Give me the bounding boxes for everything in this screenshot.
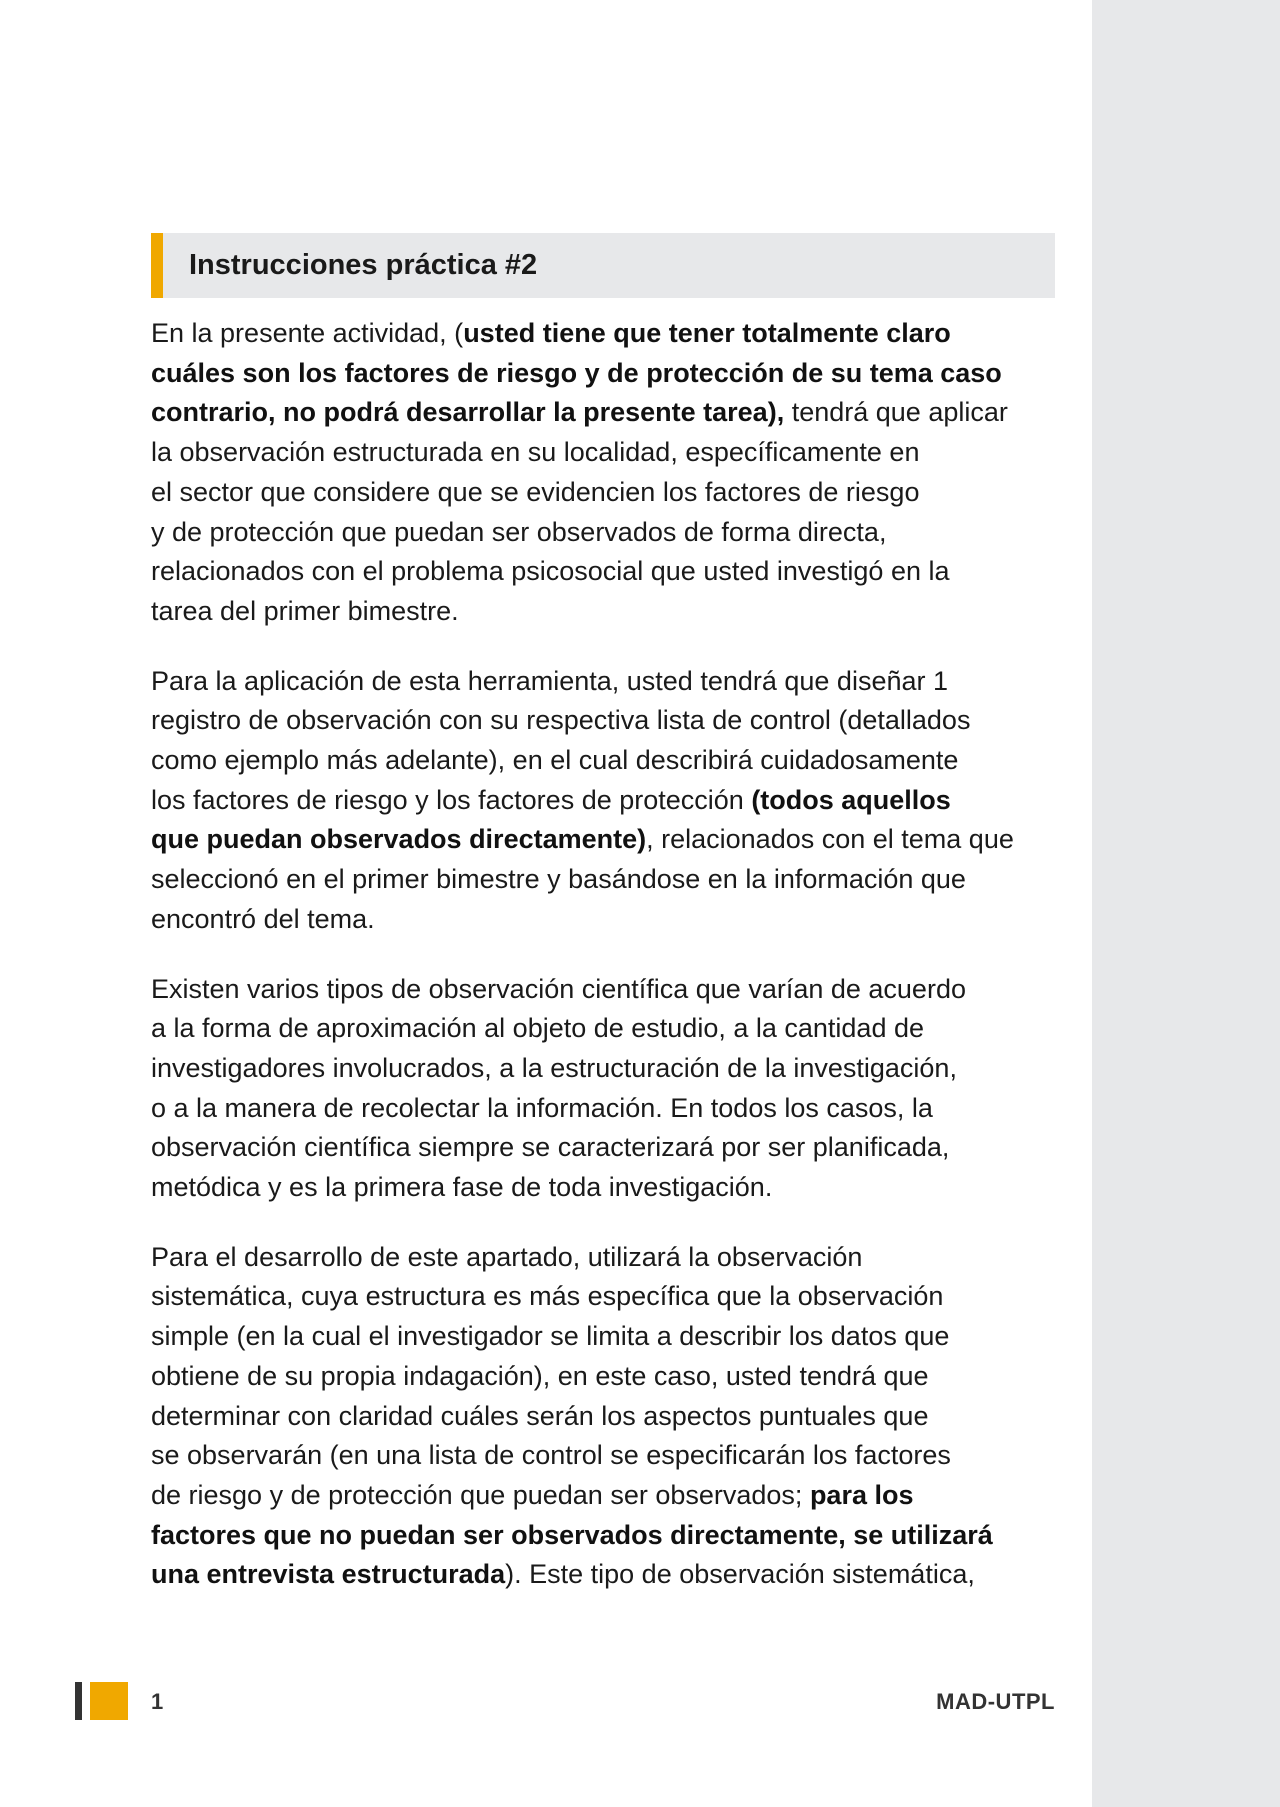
- text-line: [151, 1277, 1055, 1317]
- paragraph: [151, 1238, 1055, 1595]
- text-line: [151, 1009, 1055, 1049]
- text-line: [151, 1128, 1055, 1168]
- text-segment: En la presente actividad, (: [151, 318, 464, 348]
- bold-text: (todos aquellos: [751, 784, 951, 815]
- paragraph: [151, 970, 1055, 1208]
- text-segment: obtiene de su propia indagación), en este caso, usted tendrá que: [151, 1360, 929, 1391]
- text-line: [151, 1397, 1055, 1437]
- text-line: [151, 662, 1055, 702]
- section-heading: [151, 233, 1055, 298]
- text-segment: como ejemplo más adelante), en el cual describirá cuidadosamente: [151, 745, 959, 776]
- text-segment: encontró del tema.: [151, 903, 375, 934]
- page-number: 1: [151, 1689, 164, 1714]
- text-segment: el sector que considere que se evidencien los factores de riesgo: [151, 476, 920, 507]
- text-segment: relacionados con el problema psicosocial que usted investigó en la: [151, 556, 950, 587]
- text-line: [151, 473, 1055, 513]
- text-line: [151, 701, 1055, 741]
- footer-brand: MAD-UTPL: [936, 1689, 1055, 1714]
- text-segment: ). Este tipo de observación sistemática,: [505, 1559, 975, 1590]
- text-segment: observación científica siempre se caracterizará por ser planificada,: [151, 1132, 950, 1163]
- text-line: [151, 1089, 1055, 1129]
- bold-text: usted tiene que tener totalmente claro: [463, 318, 951, 348]
- text-line: [151, 552, 1055, 592]
- text-segment: simple (en la cual el investigador se limita a describir los datos que: [151, 1321, 950, 1352]
- bold-text: factores que no puedan ser observados directamente, se utilizará: [151, 1519, 993, 1550]
- text-segment: sistemática, cuya estructura es más específica que la observación: [151, 1281, 944, 1312]
- text-line: [151, 820, 1055, 860]
- text-segment: determinar con claridad cuáles serán los aspectos puntuales que: [151, 1400, 929, 1431]
- text-segment: seleccionó en el primer bimestre y basándose en la información que: [151, 864, 966, 895]
- text-segment: o a la manera de recolectar la información. En todos los casos, la: [151, 1092, 933, 1123]
- text-segment: la observación estructurada en su localidad, específicamente en: [151, 437, 920, 468]
- bold-text: contrario, no podrá desarrollar la presente tarea),: [151, 397, 785, 428]
- text-line: [151, 1049, 1055, 1089]
- text-line: [151, 1476, 1055, 1516]
- paragraph: [151, 662, 1055, 940]
- text-line: [151, 314, 1055, 354]
- bold-text: para los: [809, 1479, 914, 1510]
- text-line: [151, 1168, 1055, 1208]
- paragraph: [151, 314, 1055, 632]
- text-segment: Para la aplicación de esta herramienta, usted tendrá que diseñar 1: [151, 665, 949, 696]
- text-segment: tarea del primer bimestre.: [151, 595, 459, 626]
- text-segment: Para el desarrollo de este apartado, utilizará la observación: [151, 1241, 863, 1272]
- text-segment: investigadores involucrados, a la estructuración de la investigación,: [151, 1052, 957, 1083]
- text-segment: y de protección que puedan ser observados de forma directa,: [151, 516, 887, 547]
- text-line: [151, 354, 1055, 394]
- bold-text: cuáles son los factores de riesgo y de protección de su tema caso: [151, 357, 1002, 388]
- text-line: [151, 1357, 1055, 1397]
- text-segment: a la forma de aproximación al objeto de estudio, a la cantidad de: [151, 1013, 924, 1044]
- text-line: [151, 860, 1055, 900]
- text-line: [151, 393, 1055, 433]
- section-title: Instrucciones práctica #2: [189, 249, 538, 281]
- text-segment: tendrá que aplicar: [784, 397, 1008, 428]
- text-segment: metódica y es la primera fase de toda investigación.: [151, 1172, 773, 1203]
- text-segment: , relacionados con el tema que: [646, 824, 1014, 855]
- text-segment: Existen varios tipos de observación científica que varían de acuerdo: [151, 973, 966, 1004]
- text-line: [151, 433, 1055, 473]
- text-line: [151, 513, 1055, 553]
- text-segment: se observarán (en una lista de control se especificarán los factores: [151, 1440, 951, 1471]
- footer-mark-dark: [75, 1682, 82, 1720]
- text-line: [151, 1555, 1055, 1595]
- text-line: [151, 970, 1055, 1010]
- text-line: [151, 781, 1055, 821]
- body-text: [151, 314, 1055, 1625]
- bold-text: que puedan observados directamente): [151, 824, 647, 855]
- right-margin-panel: [1092, 0, 1280, 1807]
- text-line: [151, 1317, 1055, 1357]
- text-line: [151, 741, 1055, 781]
- text-line: [151, 1516, 1055, 1556]
- text-line: [151, 592, 1055, 632]
- text-line: [151, 900, 1055, 940]
- text-segment: de riesgo y de protección que puedan ser observados;: [151, 1479, 810, 1510]
- text-segment: los factores de riesgo y los factores de protección: [151, 784, 752, 815]
- footer-mark-gold: [90, 1682, 128, 1720]
- heading-accent-bar: [151, 233, 163, 298]
- text-line: [151, 1238, 1055, 1278]
- text-line: [151, 1436, 1055, 1476]
- text-segment: registro de observación con su respectiva lista de control (detallados: [151, 705, 971, 736]
- bold-text: una entrevista estructurada: [151, 1559, 506, 1590]
